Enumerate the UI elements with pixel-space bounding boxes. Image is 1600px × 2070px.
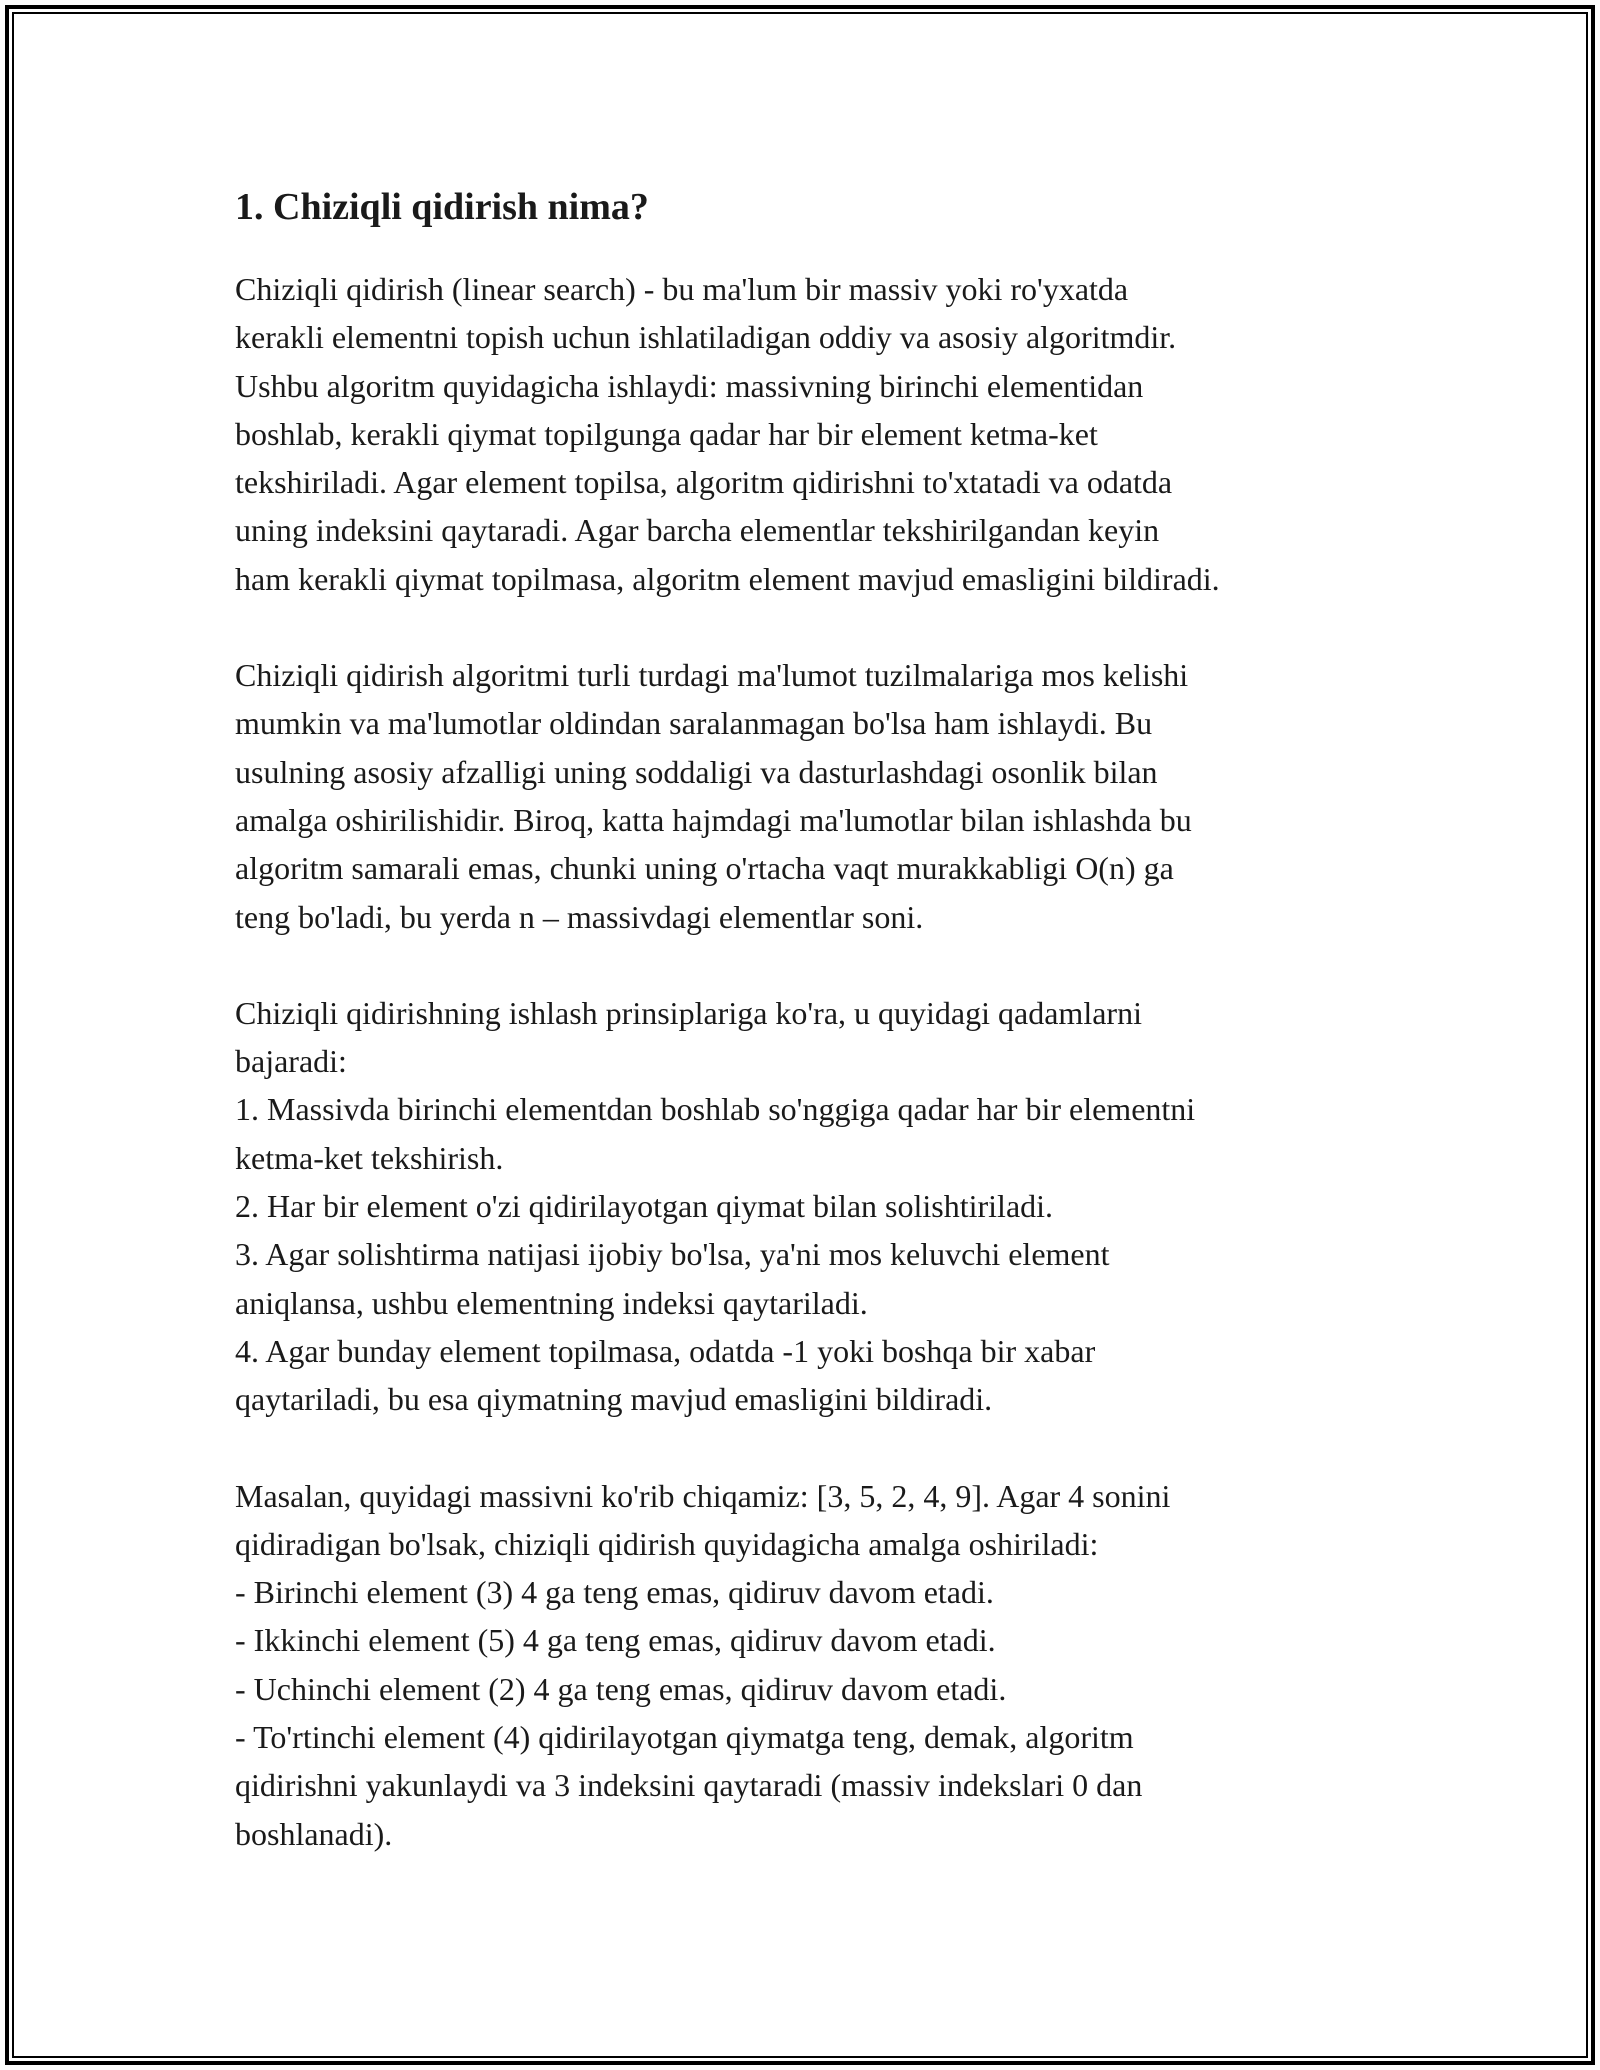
paragraph-complexity [235,651,1385,941]
text-line: ham kerakli qiymat topilmasa, algoritm element mavjud emasligini bildiradi. [235,560,1220,597]
text-line: algoritm samarali emas, chunki uning o'rtacha vaqt murakkabligi O(n) ga [235,850,1174,887]
list-item: 3. Agar solishtirma natijasi ijobiy bo'lsa, ya'ni mos keluvchi element [235,1236,1110,1273]
text-line: mumkin va ma'lumotlar oldindan saralanmagan bo'lsa ham ishlaydi. Bu [235,705,1153,742]
list-item: 4. Agar bunday element topilmasa, odatda -1 yoki boshqa bir xabar [235,1332,1096,1369]
text-line: qidirishni yakunlaydi va 3 indeksini qaytaradi (massiv indekslari 0 dan [235,1767,1143,1804]
paragraph-example [235,1472,1385,1858]
list-item: - Ikkinchi element (5) 4 ga teng emas, qidiruv davom etadi. [235,1622,996,1659]
list-item: - Birinchi element (3) 4 ga teng emas, qidiruv davom etadi. [235,1574,994,1611]
text-line: bajaradi: [235,1043,347,1080]
list-item: - To'rtinchi element (4) qidirilayotgan qiymatga teng, demak, algoritm [235,1719,1134,1756]
document-body [235,185,1385,1906]
paragraph-definition [235,265,1385,603]
text-line: usulning asosiy afzalligi uning soddaligi va dasturlashdagi osonlik bilan [235,753,1158,790]
text-line: amalga oshirilishidir. Biroq, katta hajmdagi ma'lumotlar bilan ishlashda bu [235,801,1192,838]
text-line: boshlab, kerakli qiymat topilgunga qadar har bir element ketma-ket [235,415,1098,452]
text-line: ketma-ket tekshirish. [235,1139,504,1176]
text-line: teng bo'ladi, bu yerda n – massivdagi elementlar soni. [235,898,924,935]
text-line: qidiradigan bo'lsak, chiziqli qidirish quyidagicha amalga oshiriladi: [235,1525,1099,1562]
list-item: 1. Massivda birinchi elementdan boshlab so'nggiga qadar har bir elementni [235,1091,1196,1128]
text-line: boshlanadi). [235,1815,393,1852]
text-line: Chiziqli qidirishning ishlash prinsiplariga ko'ra, u quyidagi qadamlarni [235,994,1142,1031]
list-item: - Uchinchi element (2) 4 ga teng emas, qidiruv davom etadi. [235,1670,1007,1707]
paragraph-steps [235,989,1385,1424]
text-line: tekshiriladi. Agar element topilsa, algoritm qidirishni to'xtatadi va odatda [235,464,1173,501]
text-line: aniqlansa, ushbu elementning indeksi qaytariladi. [235,1284,868,1321]
text-line: Ushbu algoritm quyidagicha ishlaydi: massivning birinchi elementidan [235,367,1144,404]
text-line: qaytariladi, bu esa qiymatning mavjud emasligini bildiradi. [235,1381,993,1418]
text-line: uning indeksini qaytaradi. Agar barcha elementlar tekshirilgandan keyin [235,512,1160,549]
text-line: Chiziqli qidirish algoritmi turli turdagi ma'lumot tuzilmalariga mos kelishi [235,657,1189,694]
text-line: kerakli elementni topish uchun ishlatiladigan oddiy va asosiy algoritmdir. [235,319,1177,356]
list-item: 2. Har bir element o'zi qidirilayotgan qiymat bilan solishtiriladi. [235,1188,1054,1225]
text-line: Masalan, quyidagi massivni ko'rib chiqamiz: [3, 5, 2, 4, 9]. Agar 4 sonini [235,1477,1171,1514]
section-heading: 1. Chiziqli qidirish nima? [235,186,649,228]
text-line: Chiziqli qidirish (linear search) - bu ma'lum bir massiv yoki ro'yxatda [235,271,1129,307]
